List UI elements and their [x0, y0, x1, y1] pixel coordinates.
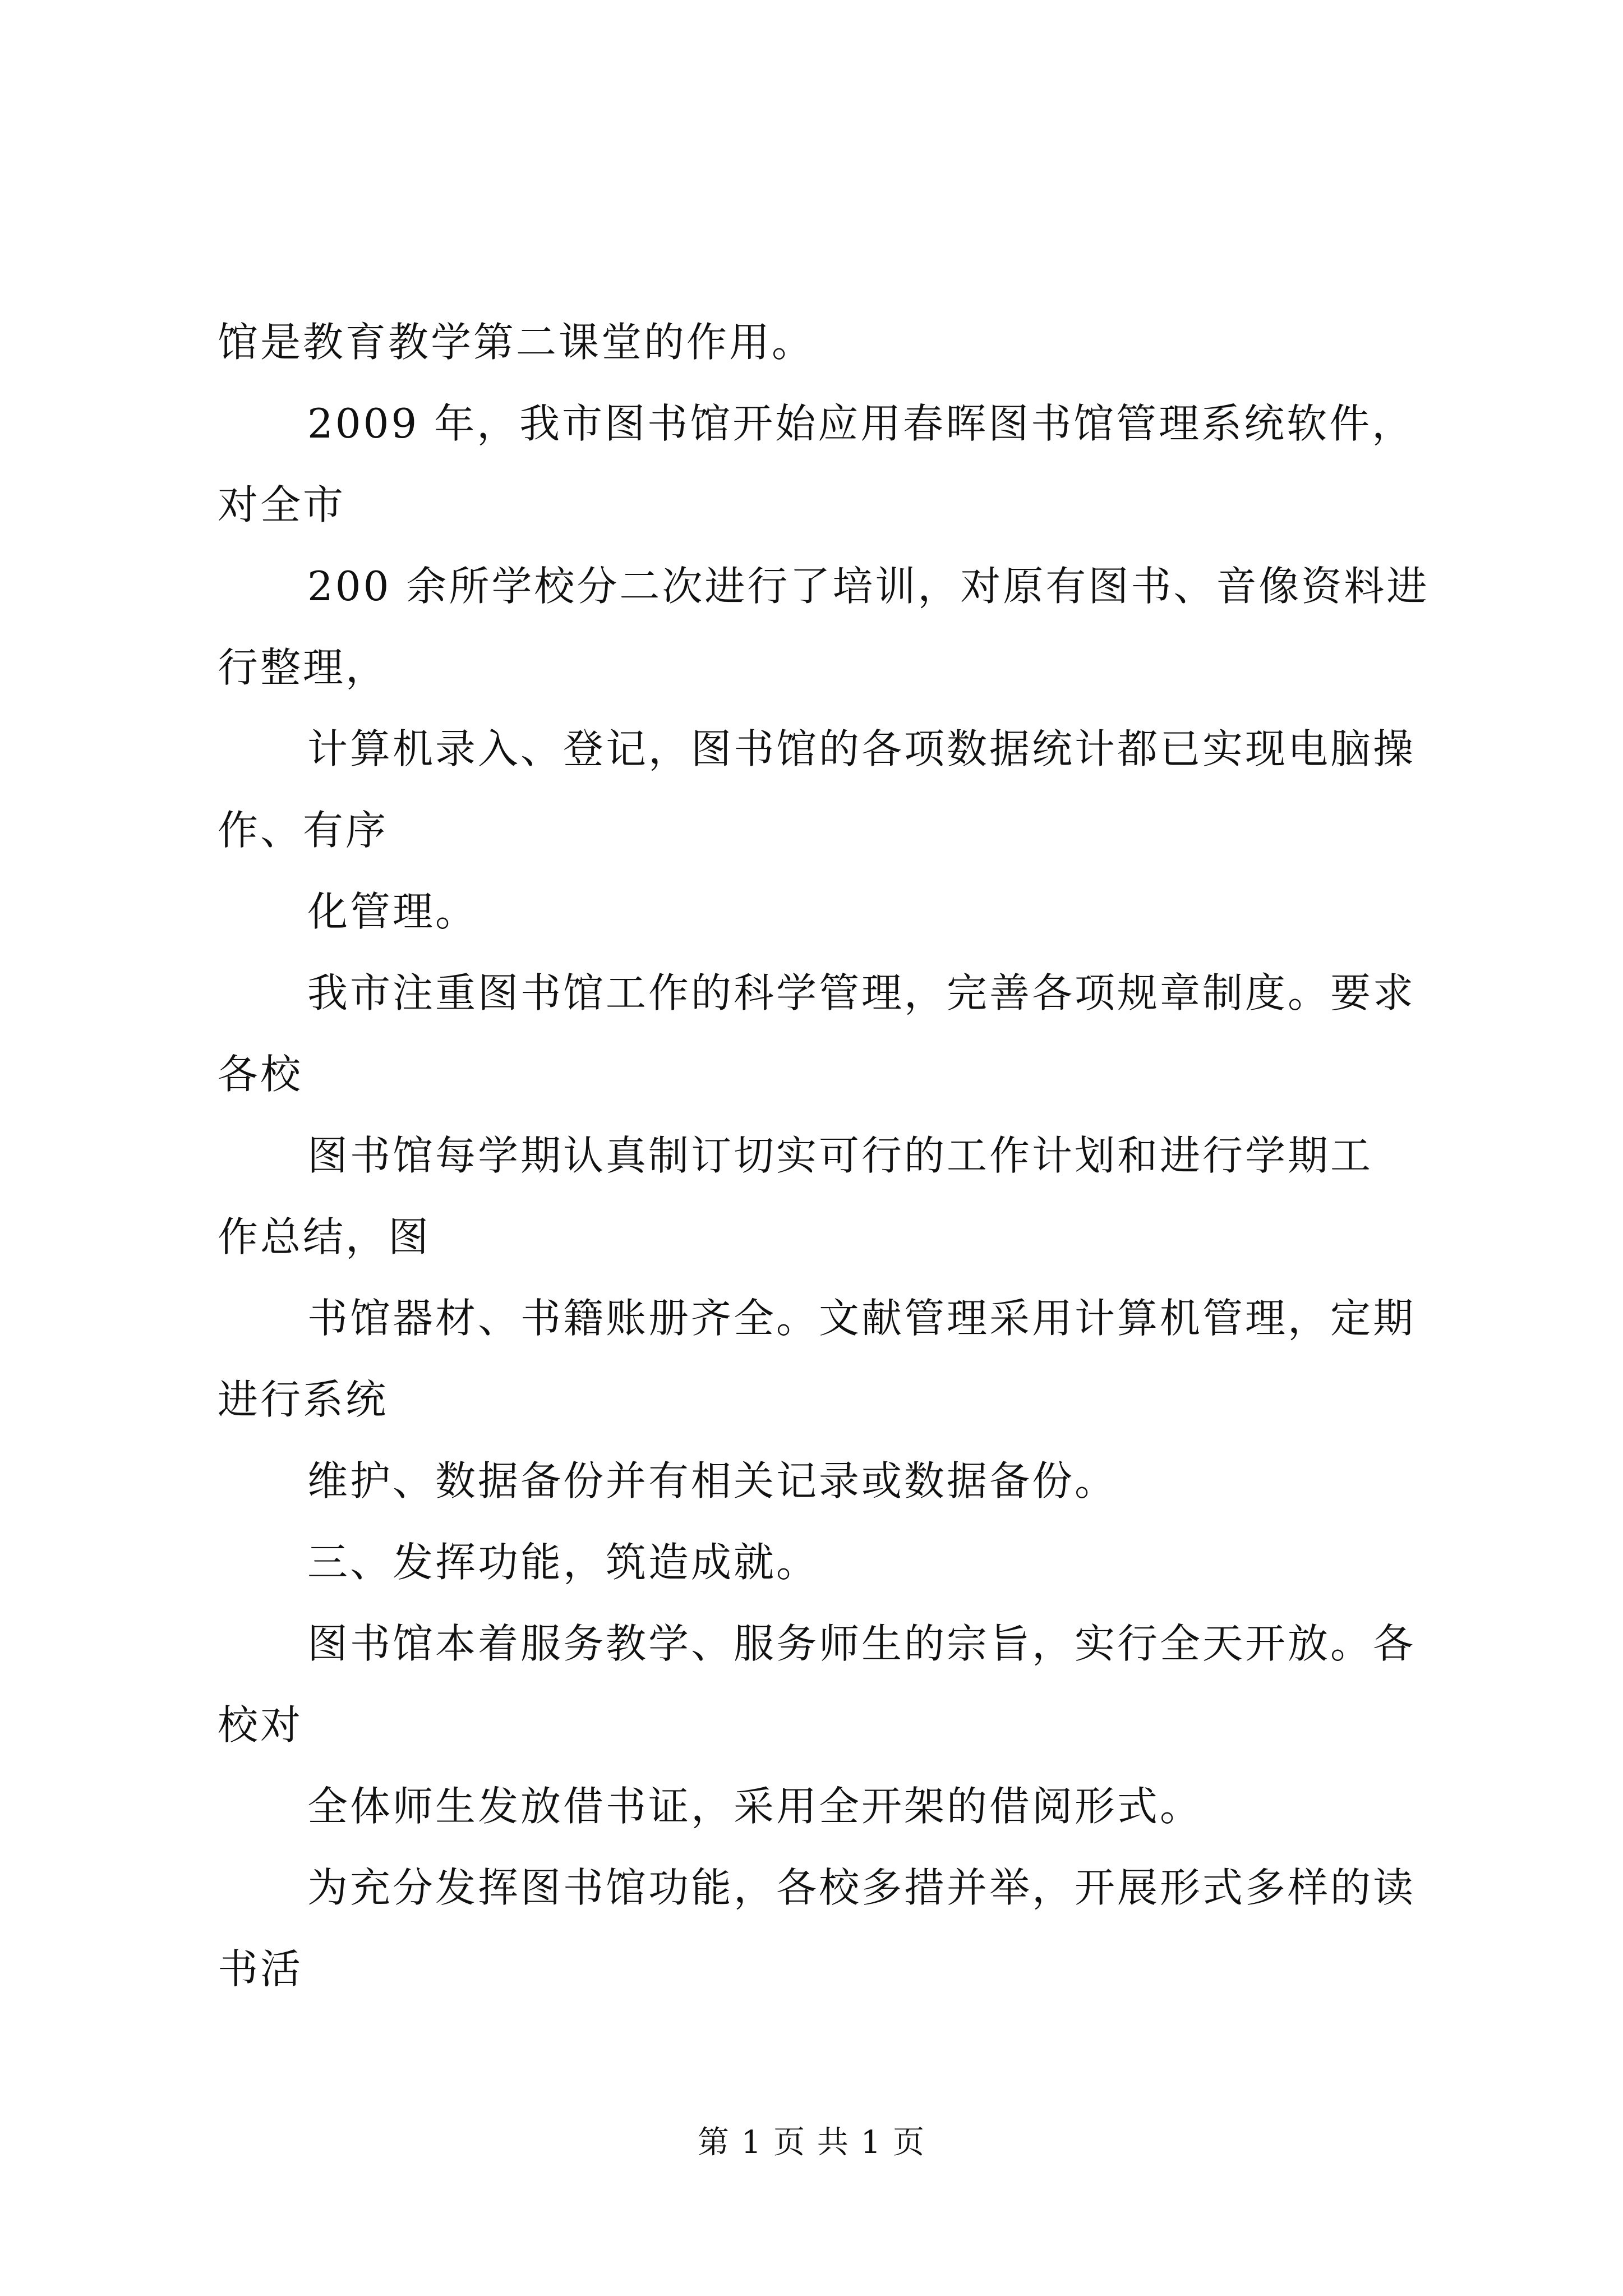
- text-line: 图书馆本着服务教学、服务师生的宗旨，实行全天开放。各: [307, 1620, 1416, 1667]
- text-line: 全体师生发放借书证，采用全开架的借阅形式。: [307, 1783, 1203, 1830]
- text-line: 行整理，: [218, 644, 389, 691]
- text-line: 书活: [218, 1945, 303, 1993]
- page-footer: 第 1 页 共 1 页: [697, 2124, 926, 2161]
- text-line: 为充分发挥图书馆功能，各校多措并举，开展形式多样的读: [307, 1864, 1416, 1911]
- text-line: 维护、数据备份并有相关记录或数据备份。: [307, 1457, 1118, 1504]
- text-line: 进行系统: [218, 1376, 389, 1423]
- text-line: 对全市: [218, 481, 346, 528]
- text-line: 馆是教育教学第二课堂的作用。: [218, 319, 815, 366]
- text-line: 2009 年，我市图书馆开始应用春晖图书馆管理系统软件，: [307, 400, 1415, 447]
- text-line: 作、有序: [218, 807, 389, 854]
- text-line: 计算机录入、登记，图书馆的各项数据统计都已实现电脑操: [307, 725, 1416, 772]
- text-line: 我市注重图书馆工作的科学管理，完善各项规章制度。要求: [307, 969, 1416, 1016]
- text-line: 校对: [218, 1701, 303, 1749]
- text-line: 书馆器材、书籍账册齐全。文献管理采用计算机管理，定期: [307, 1295, 1416, 1342]
- text-line: 化管理。: [307, 888, 478, 935]
- text-line: 图书馆每学期认真制订切实可行的工作计划和进行学期工: [307, 1132, 1373, 1179]
- text-line: 200 余所学校分二次进行了培训，对原有图书、音像资料进: [307, 563, 1430, 610]
- text-line: 作总结，图: [218, 1213, 431, 1260]
- text-line: 各校: [218, 1051, 303, 1098]
- section-heading: 三、发挥功能，筑造成就。: [307, 1539, 819, 1586]
